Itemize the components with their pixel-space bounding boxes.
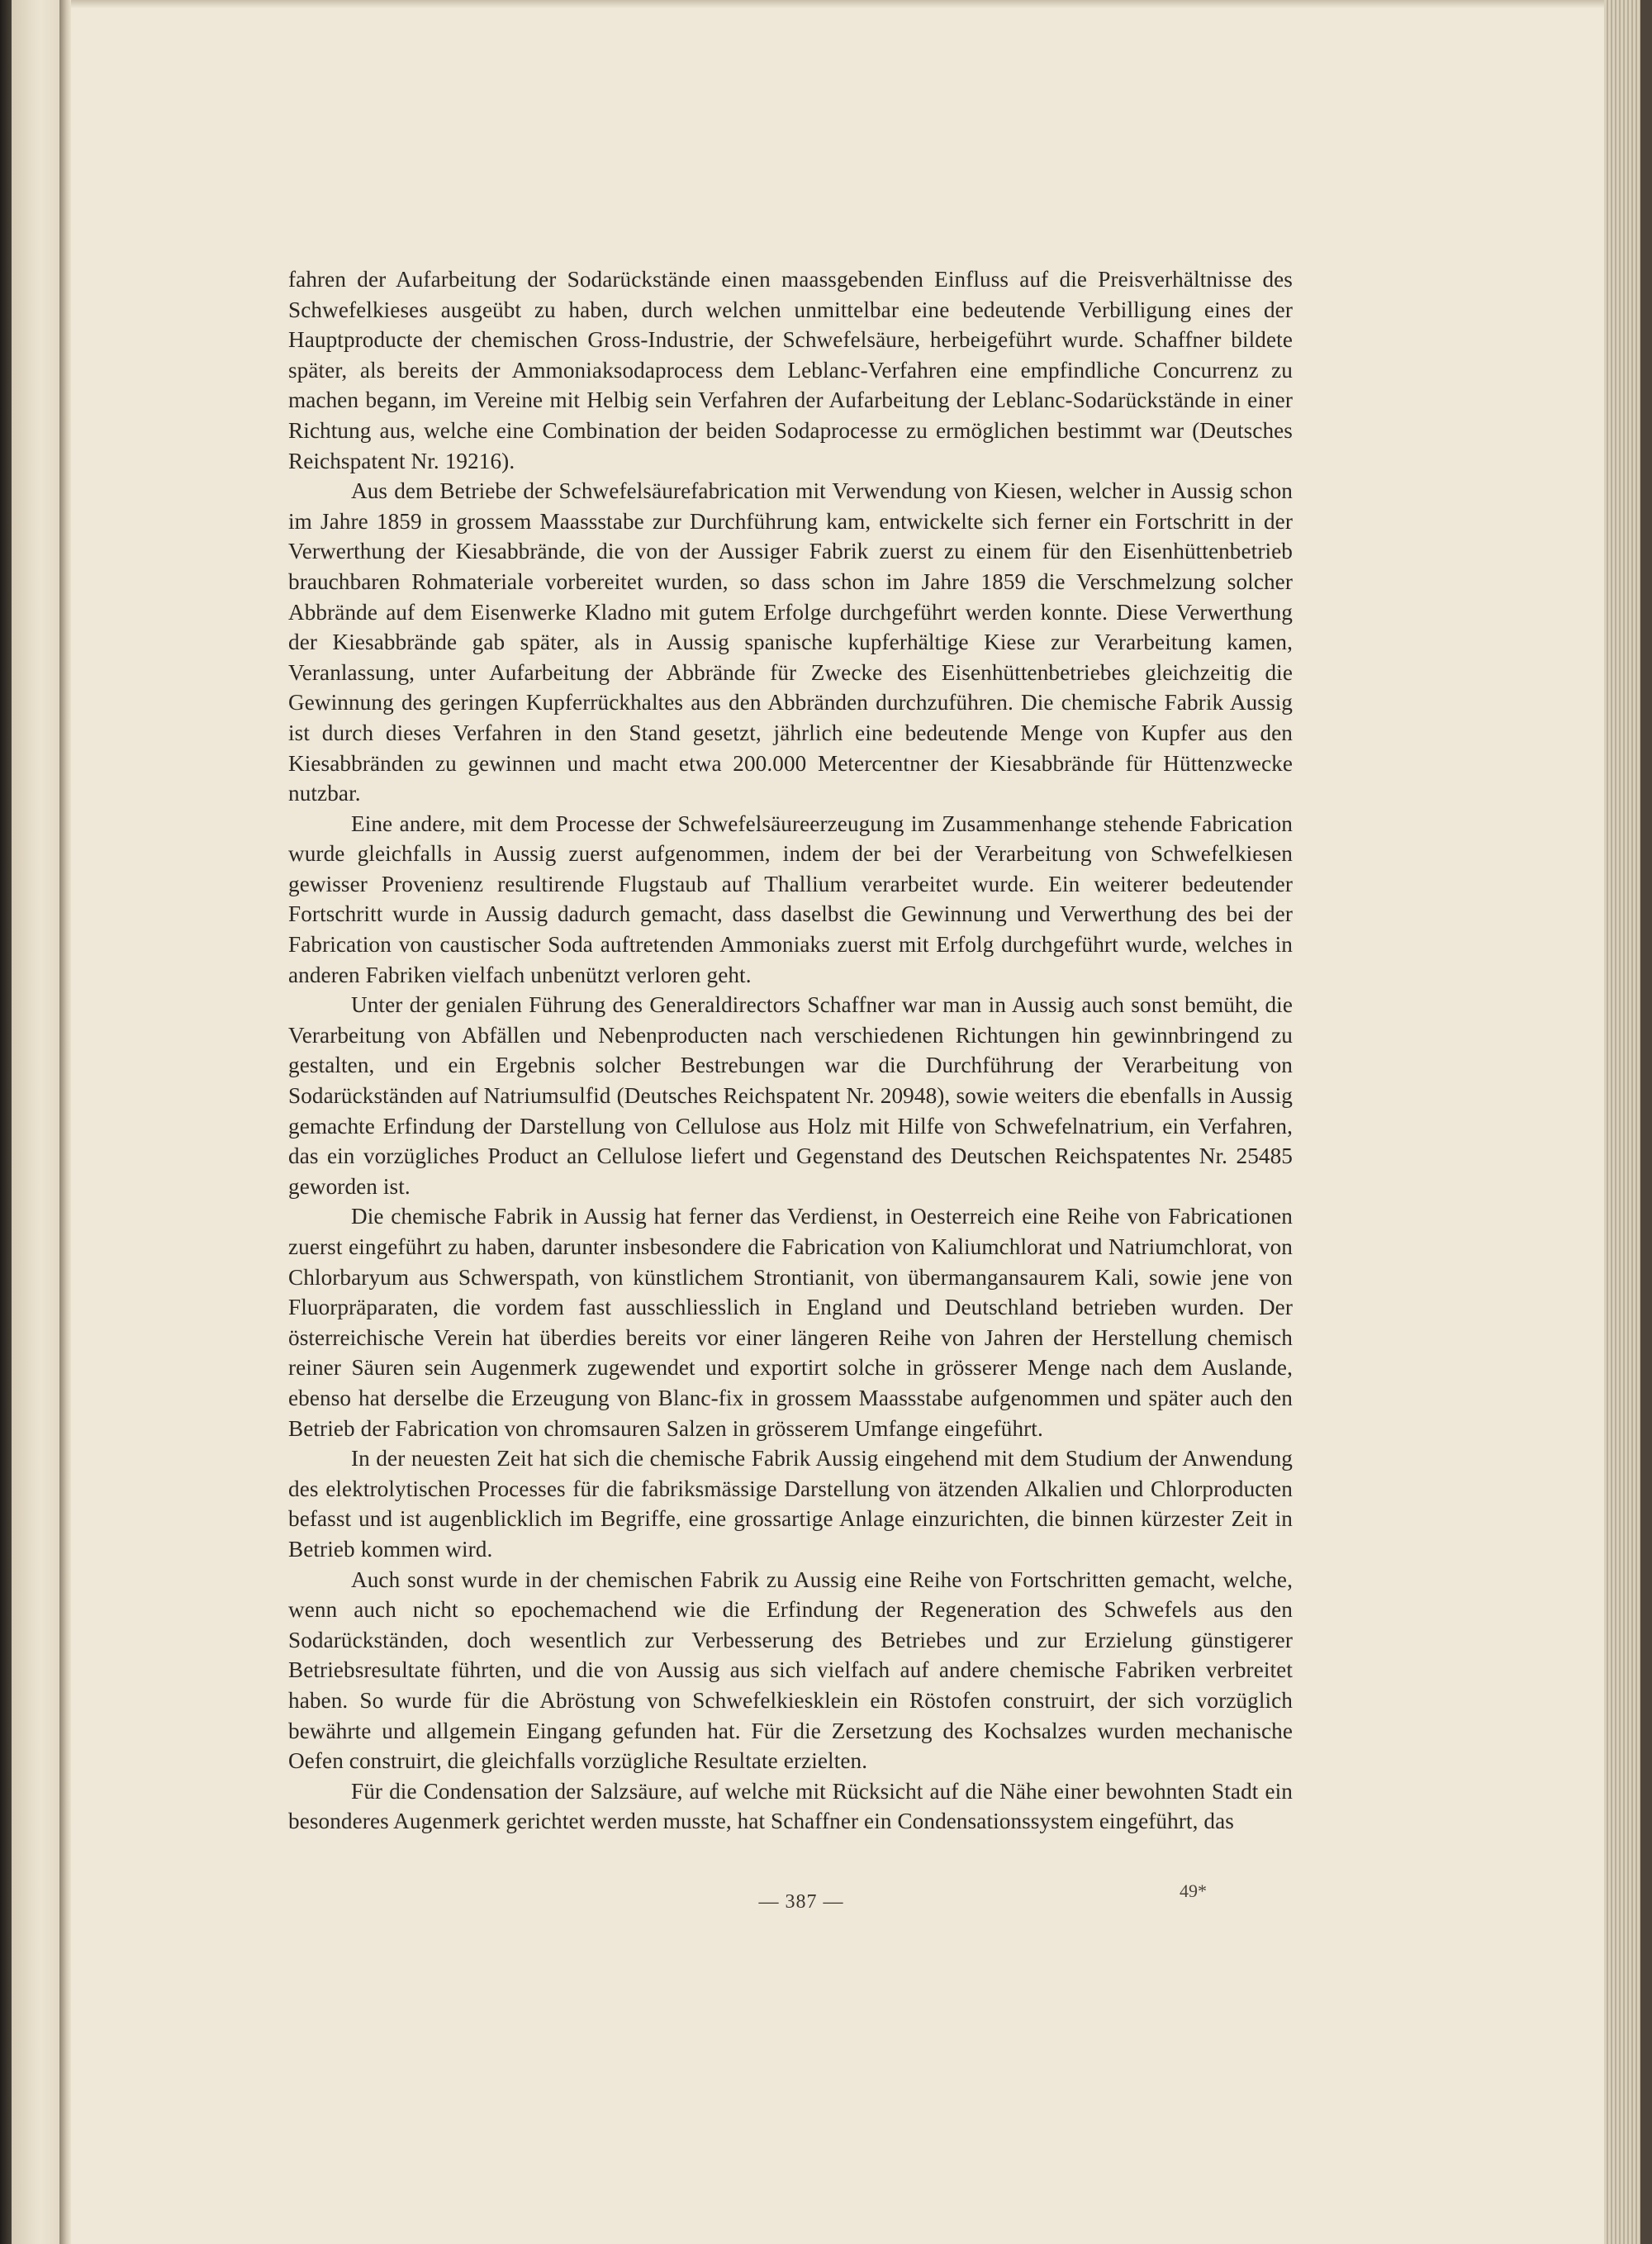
page-number: — 387 — — [758, 1891, 844, 1913]
top-shadow — [71, 0, 1604, 8]
page-block-edges — [1604, 0, 1652, 2244]
paragraph-8: Für die Condensation der Salzsäure, auf welche mit Rücksicht auf die Nähe einer bewohnten Stadt ein besonderes Augenmerk gerichtet werden musste, hat Schaffner ein Condensationssystem eingeführt, das — [288, 1778, 1293, 1834]
paragraph-6: In der neuesten Zeit hat sich die chemische Fabrik Aussig eingehend mit dem Studium der Anwendung des elektrolytischen Processes für die fabriksmässige Darstellung von ätzenden Alkalien und Chlorproducten befasst und ist augenblicklich im Begriffe, eine grossartige Anlage einzurichten, die binnen kürzester Zeit in Betrieb kommen wird. — [288, 1446, 1293, 1562]
signature-mark: 49* — [1180, 1880, 1207, 1901]
binding-edge — [0, 0, 12, 2244]
facing-page-edge — [12, 0, 59, 2244]
body-text — [288, 264, 1293, 1837]
paragraph-4: Unter der genialen Führung des Generaldirectors Schaffner war man in Aussig auch sonst bemüht, die Verarbeitung von Abfällen und Nebenproducten nach verschiedenen Richtungen hin gewinnbringend zu gestalten, und ein Ergebnis solcher Bestrebungen war die Durchführung der Verarbeitung von Sodarückständen auf Natriumsulfid (Deutsches Reichspatent Nr. 20948), sowie weiters die ebenfalls in Aussig gemachte Erfindung der Darstellung von Cellulose aus Holz mit Hilfe von Schwefelnatrium, ein Verfahren, das ein vorzügliches Product an Cellulose liefert und Gegenstand des Deutschen Reichspatentes Nr. 25485 geworden ist. — [288, 992, 1293, 1199]
gutter-shadow — [59, 0, 71, 2244]
paragraph-3: Eine andere, mit dem Processe der Schwefelsäureerzeugung im Zusammenhange stehende Fabrication wurde gleichfalls in Aussig zuerst aufgenommen, indem der bei der Verarbeitung von Schwefelkiesen gewisser Provenienz resultirende Flugstaub auf Thallium verarbeitet wurde. Ein weiterer bedeutender Fortschritt wurde in Aussig dadurch gemacht, dass daselbst die Gewinnung und Verwerthung des bei der Fabrication von caustischer Soda auftretenden Ammoniaks zuerst mit Erfolg durchgeführt wurde, welches in anderen Fabriken vielfach unbenützt verloren geht. — [288, 811, 1293, 987]
paragraph-1: fahren der Aufarbeitung der Sodarückstände einen maassgebenden Einfluss auf die Preisverhältnisse des Schwefelkieses ausgeübt zu haben, durch welchen unmittelbar eine bedeutende Verbilligung eines der Hauptproducte der chemischen Gross-Industrie, der Schwefelsäure, herbeigeführt wurde. Schaffner bildete später, als bereits der Ammoniaksodaprocess dem Leblanc-Verfahren eine empfindliche Concurrenz zu machen begann, im Vereine mit Helbig sein Verfahren der Aufarbeitung der Leblanc-Sodarückstände in einer Richtung aus, welche eine Combination der beiden Sodaprocesse zu ermöglichen bestimmt war (Deutsches Reichspatent Nr. 19216). — [288, 267, 1293, 473]
paragraph-2: Aus dem Betriebe der Schwefelsäurefabrication mit Verwendung von Kiesen, welcher in Aussig schon im Jahre 1859 in grossem Maassstabe zur Durchführung kam, entwickelte sich ferner ein Fortschritt in der Verwerthung der Kiesabbrände, die von der Aussiger Fabrik zuerst zu einem für den Eisenhüttenbetrieb brauchbaren Rohmateriale vorbereitet wurden, so dass schon im Jahre 1859 die Verschmelzung solcher Abbrände auf dem Eisenwerke Kladno mit gutem Erfolge durchgeführt werden konnte. Diese Verwerthung der Kiesabbrände gab später, als in Aussig spanische kupferhältige Kiese zur Verarbeitung kamen, Veranlassung, unter Aufarbeitung der Abbrände für Zwecke des Eisenhüttenbetriebes gleichzeitig die Gewinnung des geringen Kupferrückhaltes aus den Abbränden durchzuführen. Die chemische Fabrik Aussig ist durch dieses Verfahren in den Stand gesetzt, jährlich eine bedeutende Menge von Kupfer aus den Kiesabbränden zu gewinnen und macht etwa 200.000 Metercentner der Kiesabbrände für Hüttenzwecke nutzbar. — [288, 478, 1293, 806]
paragraph-5: Die chemische Fabrik in Aussig hat ferner das Verdienst, in Oesterreich eine Reihe von Fabricationen zuerst eingeführt zu haben, darunter insbesondere die Fabrication von Kaliumchlorat und Natriumchlorat, von Chlorbaryum aus Schwerspath, von künstlichem Strontianit, von übermangansaurem Kali, sowie jene von Fluorpräparaten, die vordem fast ausschliesslich in England und Deutschland betrieben wurden. Der österreichische Verein hat überdies bereits vor einer längeren Reihe von Jahren der Herstellung chemisch reiner Säuren sein Augenmerk zugewendet und exportirt solche in grösserer Menge nach dem Auslande, ebenso hat derselbe die Erzeugung von Blanc-fix in grossem Maassstabe aufgenommen und später auch den Betrieb der Fabrication von chromsauren Salzen in grösserem Umfange eingeführt. — [288, 1204, 1293, 1441]
paragraph-7: Auch sonst wurde in der chemischen Fabrik zu Aussig eine Reihe von Fortschritten gemacht, welche, wenn auch nicht so epochemachend wie die Erfindung der Regeneration des Schwefels aus den Sodarückständen, doch wesentlich zur Verbesserung des Betriebes und zur Erzielung günstigerer Betriebsresultate führten, und die von Aussig aus sich vielfach auf andere chemische Fabriken verbreitet haben. So wurde für die Abröstung von Schwefelkiesklein ein Röstofen construirt, der sich vorzüglich bewährte und allgemein Eingang gefunden hat. Für die Zersetzung des Kochsalzes wurden mechanische Oefen construirt, die gleichfalls vorzügliche Resultate erzielten. — [288, 1567, 1293, 1774]
